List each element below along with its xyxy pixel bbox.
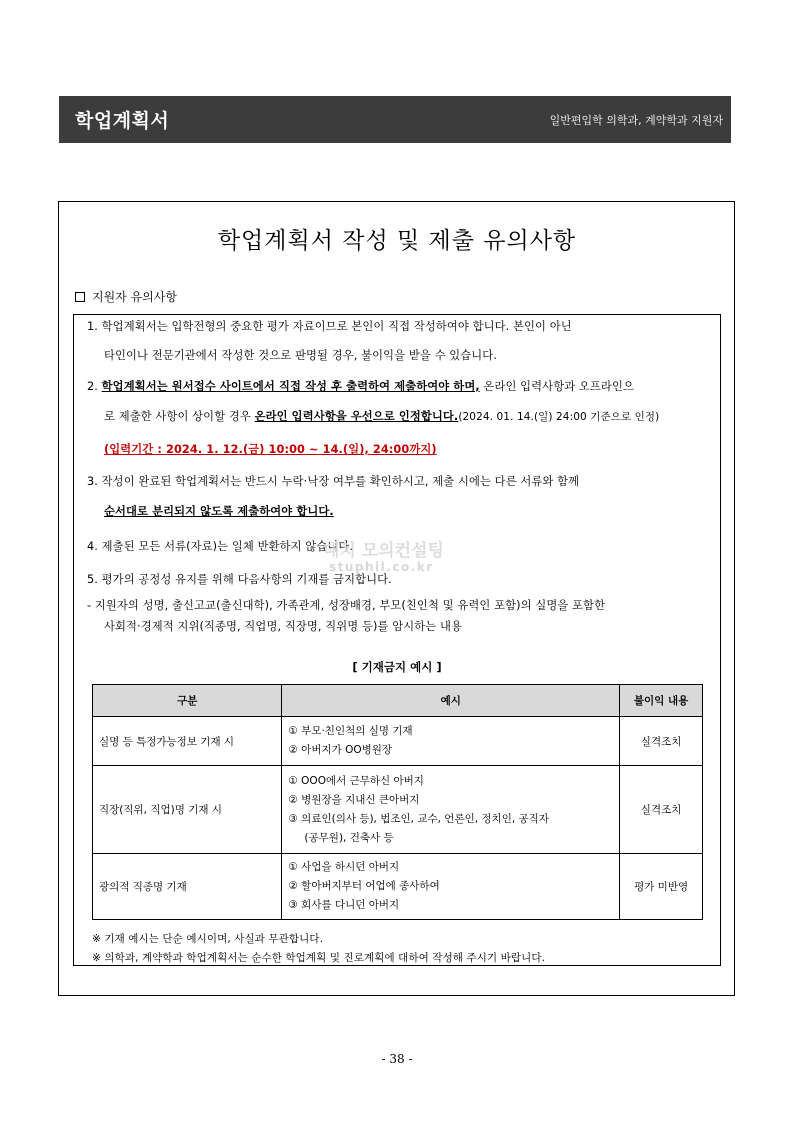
section-heading-text: 지원자 유의사항 <box>92 290 177 304</box>
table-row <box>93 854 703 920</box>
item-2b-date: (2024. 01. 14.(일) 24:00 기준으로 인정) <box>458 411 660 423</box>
note-2: ※ 의학과, 계약학과 학업계획서는 순수한 학업계획 및 진로계획에 대하여 작성해 주시기 바랍니다. <box>92 952 546 964</box>
example-line: ③ 회사를 다니던 아버지 <box>288 899 400 911</box>
row-examples <box>282 766 620 854</box>
watermark-text: 대치 모의컨설팅 <box>323 541 444 561</box>
header-title: 학업계획서 <box>75 110 170 132</box>
row-category: 직장(직위, 직업)명 기재 시 <box>93 766 282 854</box>
page-title: 학업계획서 작성 및 제출 유의사항 <box>217 228 577 254</box>
row-penalty: 평가 미반영 <box>620 854 703 920</box>
item-2-number: 2. <box>87 380 102 393</box>
item-2b-text: 로 제출한 사항이 상이할 경우 <box>104 410 255 423</box>
section-heading <box>75 288 177 305</box>
prohibited-examples-table <box>92 684 703 920</box>
example-line: ② 할아버지부터 어업에 종사하여 <box>288 880 440 892</box>
example-line: ① OOO에서 근무하신 아버지 <box>288 774 424 787</box>
item-2-bold: 학업계획서는 원서접수 사이트에서 직접 작성 후 출력하여 제출하여야 하며, <box>101 380 480 393</box>
item-5: 5. 평가의 공정성 유지를 위해 다음사항의 기재를 금지합니다. <box>87 573 392 586</box>
row-examples <box>282 717 620 766</box>
item-4: 4. 제출된 모든 서류(자료)는 일체 반환하지 않습니다. <box>87 540 354 553</box>
row-category: 실명 등 특정가능정보 기재 시 <box>93 717 282 766</box>
example-line: ① 부모·친인척의 실명 기재 <box>288 725 413 737</box>
item-1-line-1: 1. 학업계획서는 입학전형의 중요한 평가 자료이므로 본인이 직접 작성하여야 합니다. 본인이 아닌 <box>87 320 572 333</box>
item-3-line-2: 순서대로 분리되지 않도록 제출하여야 합니다. <box>104 505 334 518</box>
row-category: 광의적 직종명 기재 <box>93 854 282 920</box>
example-line: ① 사업을 하시던 아버지 <box>288 861 400 873</box>
header-category: 구분 <box>93 685 282 717</box>
page-number: - 38 - <box>381 1052 413 1066</box>
table-row <box>93 717 703 766</box>
item-5-detail-line-1: - 지원자의 성명, 출신고교(출신대학), 가족관계, 성장배경, 부모(친인척 및 유력인 포함)의 실명을 포함한 <box>87 599 606 612</box>
row-examples <box>282 854 620 920</box>
example-line: ③ 의료인(의사 등), 법조인, 교수, 언론인, 정치인, 공직자 <box>288 812 549 825</box>
item-1-line-2: 타인이나 전문기관에서 작성한 것으로 판명될 경우, 불이익을 받을 수 있습니다. <box>104 349 498 362</box>
item-2-line-1 <box>87 378 634 394</box>
input-period: (입력기간 : 2024. 1. 12.(금) 10:00 ~ 14.(일), 24:00까지) <box>104 443 437 456</box>
item-2b-bold: 온라인 입력사항을 우선으로 인정합니다. <box>254 410 459 423</box>
header-bar <box>59 96 731 143</box>
header-subtitle: 일반편입학 의학과, 계약학과 지원자 <box>549 113 723 127</box>
checkbox-square-icon <box>75 292 85 302</box>
table-header-row <box>93 685 703 717</box>
table-row <box>93 766 703 854</box>
example-line: (공무원), 건축사 등 <box>304 831 394 844</box>
note-1: ※ 기재 예시는 단순 예시이며, 사실과 무관합니다. <box>92 933 324 945</box>
item-5-detail-line-2: 사회적·경제적 지위(직종명, 직업명, 직장명, 직위명 등)를 암시하는 내용 <box>104 620 462 633</box>
item-3-line-1: 3. 작성이 완료된 학업계획서는 반드시 누락·낙장 여부를 확인하시고, 제출 시에는 다른 서류와 함께 <box>87 475 580 488</box>
header-example: 예시 <box>282 685 620 717</box>
item-2-line-2 <box>104 408 659 424</box>
row-penalty: 실격조치 <box>620 717 703 766</box>
item-2-rest: 온라인 입력사항과 오프라인으 <box>479 380 634 393</box>
table-caption: [ 기재금지 예시 ] <box>352 660 442 674</box>
header-penalty: 불이익 내용 <box>620 685 703 717</box>
example-line: ② 병원장을 지내신 큰아버지 <box>288 793 420 806</box>
example-line: ② 아버지가 OO병원장 <box>288 744 393 756</box>
watermark-url: stuphil.co.kr <box>329 560 434 574</box>
row-penalty: 실격조치 <box>620 766 703 854</box>
